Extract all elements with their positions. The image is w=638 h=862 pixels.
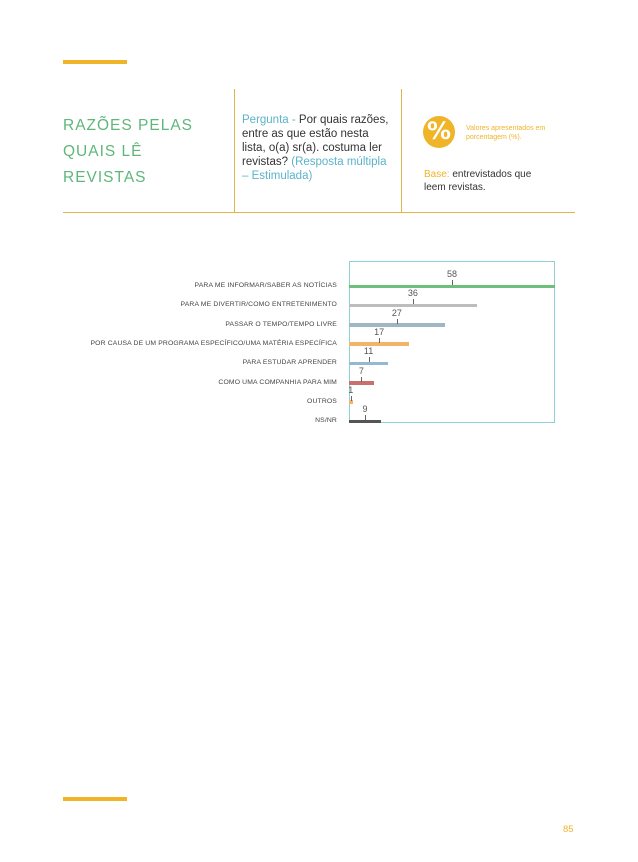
bar [349, 420, 381, 424]
base-label: Base: [424, 169, 450, 180]
top-accent-bar [63, 60, 127, 64]
data-label: 7 [358, 365, 364, 376]
category-label: NS/NR [315, 417, 337, 425]
value-tick [379, 338, 380, 343]
page-number: 85 [563, 824, 574, 835]
section-title [63, 113, 223, 191]
question-text: Por quais razões, entre as que estão nesta lista, o(a) sr(a). costuma ler revistas? [242, 114, 389, 168]
base-text: entrevistados que leem revistas. [424, 169, 532, 193]
bar [349, 304, 477, 308]
data-label: 1 [348, 384, 354, 395]
bottom-accent-bar [63, 797, 127, 801]
value-tick [369, 357, 370, 362]
category-label: PASSAR O TEMPO/TEMPO LIVRE [225, 320, 337, 328]
data-label: 9 [362, 404, 368, 415]
value-tick [351, 396, 352, 401]
title-line-2: QUAIS LÊ [63, 143, 143, 160]
base-block [424, 169, 554, 194]
data-label: 58 [446, 269, 458, 279]
category-label: OUTROS [307, 397, 337, 405]
data-label: 27 [391, 307, 402, 318]
data-label: 36 [407, 288, 418, 299]
value-tick [361, 377, 362, 382]
data-label: 11 [363, 346, 374, 357]
percent-icon: % [423, 116, 455, 148]
value-tick [365, 415, 366, 420]
category-label: PARA ME INFORMAR/SABER AS NOTÍCIAS [194, 282, 337, 289]
value-tick [452, 280, 453, 285]
title-line-1: RAZÕES PELAS [63, 117, 194, 134]
percent-note: Valores apresentados em porcentagem (%). [466, 125, 546, 141]
category-label: PARA ME DIVERTIR/COMO ENTRETENIMENTO [180, 301, 337, 309]
title-line-3: REVISTAS [63, 169, 147, 186]
question-block [242, 113, 392, 183]
question-note: (Resposta múltipla – Estimulada) [242, 156, 387, 182]
value-tick [397, 319, 398, 324]
category-label: PARA ESTUDAR APRENDER [242, 359, 337, 367]
bar [349, 342, 409, 346]
header-divider [63, 212, 575, 213]
question-label: Pergunta - [242, 114, 299, 126]
value-tick [413, 299, 414, 304]
divider-right [401, 89, 402, 213]
bar [349, 285, 555, 289]
data-label: 17 [374, 326, 385, 337]
bar [349, 400, 353, 404]
bar [349, 323, 445, 327]
category-label: COMO UMA COMPANHIA PARA MIM [218, 378, 337, 386]
divider-left [234, 89, 235, 213]
category-label: POR CAUSA DE UM PROGRAMA ESPECÍFICO/UMA MATÉRIA ESPECÍFICA [90, 339, 337, 347]
bar [349, 362, 388, 366]
